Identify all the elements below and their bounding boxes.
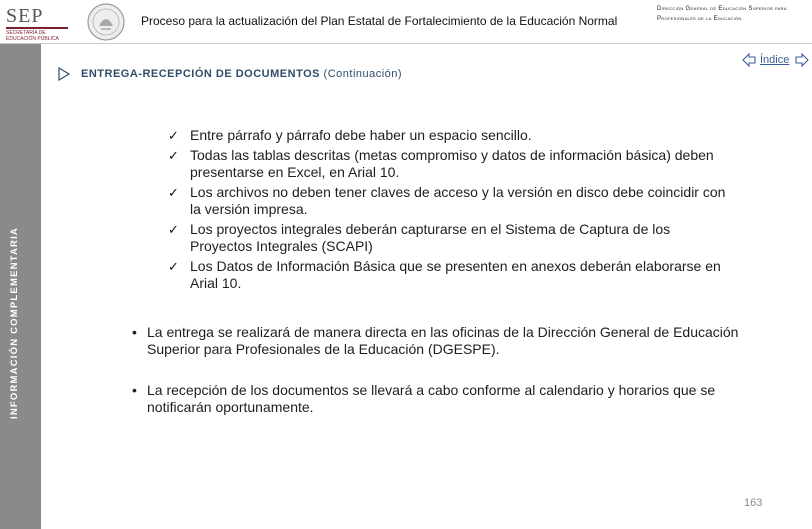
sidebar bbox=[0, 44, 41, 529]
checklist-item bbox=[168, 147, 728, 181]
bullet-item bbox=[130, 324, 750, 358]
arrow-left-icon[interactable] bbox=[742, 53, 756, 67]
checklist-item-text: Todas las tablas descritas (metas compromiso y datos de información básica) deben presentarse en Excel, en Arial 10. bbox=[190, 147, 714, 180]
sep-logo bbox=[2, 2, 78, 42]
section-title-continuation: (Continuación) bbox=[323, 68, 403, 80]
outline-triangle-right-icon bbox=[57, 67, 71, 81]
checklist-item bbox=[168, 221, 728, 255]
bullet-item-text: La recepción de los documentos se llevará a cabo conforme al calendario y horarios que se notificarán oportunamente. bbox=[147, 382, 716, 415]
checkmark-icon: ✓ bbox=[168, 148, 179, 163]
sep-logo-text: SEP bbox=[6, 5, 44, 27]
section-title-text: ENTREGA-RECEPCIÓN DE DOCUMENTOS bbox=[81, 68, 320, 80]
checkmark-icon: ✓ bbox=[168, 185, 179, 200]
checklist-item bbox=[168, 127, 728, 144]
header-title: Proceso para la actualización del Plan Estatal de Fortalecimiento de la Educación Normal bbox=[141, 14, 618, 28]
checklist-item-text: Entre párrafo y párrafo debe haber un espacio sencillo. bbox=[190, 127, 532, 143]
index-link[interactable]: Índice bbox=[760, 54, 790, 66]
coat-of-arms-icon bbox=[86, 2, 126, 42]
header-divider bbox=[0, 43, 812, 44]
sep-logo-subtitle: SECRETARÍA DE EDUCACIÓN PÚBLICA bbox=[6, 30, 59, 42]
section-title bbox=[81, 68, 402, 80]
checklist-item bbox=[168, 258, 728, 292]
delivery-notes-list bbox=[130, 324, 750, 416]
sidebar-label: INFORMACIÓN COMPLEMENTARIA bbox=[9, 227, 20, 419]
header-department: Dirección General de Educación Superior para Profesionales de la Educación bbox=[657, 6, 787, 22]
bullet-dot-icon: • bbox=[132, 324, 137, 340]
arrow-right-icon[interactable] bbox=[795, 53, 809, 67]
requirements-checklist bbox=[168, 127, 728, 295]
bullet-dot-icon: • bbox=[132, 382, 137, 398]
checkmark-icon: ✓ bbox=[168, 128, 179, 143]
header bbox=[0, 0, 812, 44]
checklist-item-text: Los archivos no deben tener claves de acceso y la versión en disco debe coincidir con la versión impresa. bbox=[190, 184, 726, 217]
checklist-item bbox=[168, 184, 728, 218]
checkmark-icon: ✓ bbox=[168, 222, 179, 237]
bullet-item bbox=[130, 382, 750, 416]
checklist-item-text: Los proyectos integrales deberán capturarse en el Sistema de Captura de los Proyectos Integrales (SCAPI) bbox=[190, 221, 671, 254]
page-number: 163 bbox=[744, 497, 763, 509]
checkmark-icon: ✓ bbox=[168, 259, 179, 274]
sep-logo-bar bbox=[6, 27, 68, 29]
bullet-item-text: La entrega se realizará de manera directa en las oficinas de la Dirección General de Educación Superior para Profesionales de la Educación (DGESPE). bbox=[147, 324, 739, 357]
checklist-item-text: Los Datos de Información Básica que se presenten en anexos deberán elaborarse en Arial 10. bbox=[190, 258, 721, 291]
